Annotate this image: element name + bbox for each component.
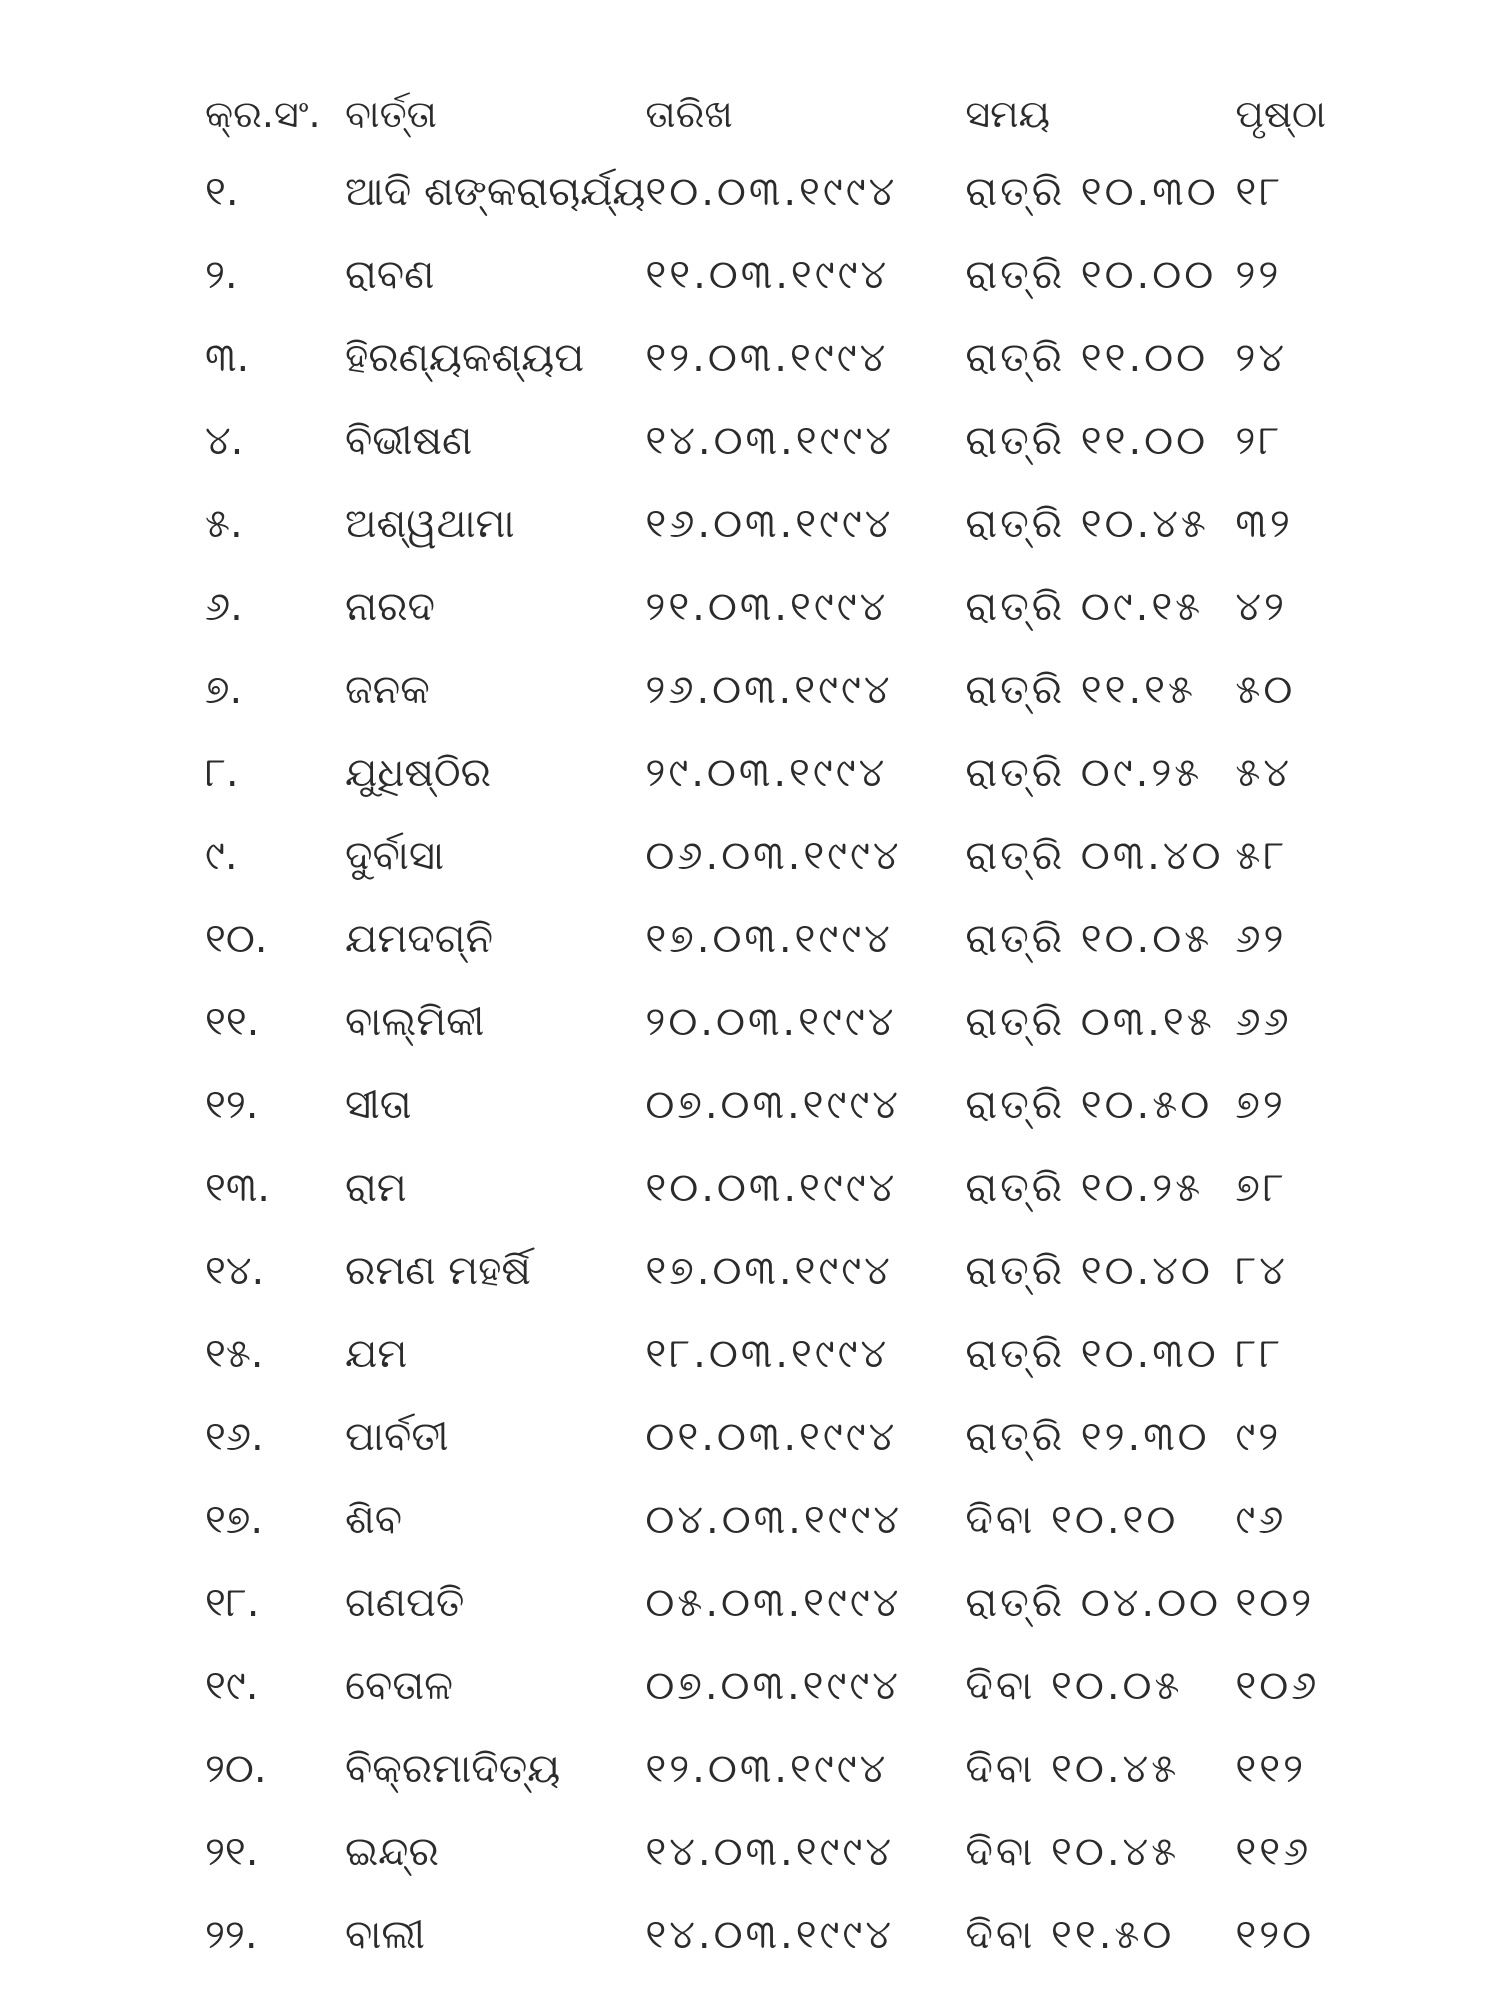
table-row xyxy=(205,980,1345,1063)
time-cell: ରାତ୍ରି ୧୦.୦୦ xyxy=(965,251,1217,298)
talk-title-cell: ବିକ୍ରମାଦିତ୍ୟ xyxy=(345,1745,561,1792)
time-cell: ରାତ୍ରି ୦୩.୪୦ xyxy=(965,832,1224,879)
serial-cell: ୧୯. xyxy=(205,1662,259,1709)
table-row xyxy=(205,482,1345,565)
page-number-cell: ୫୪ xyxy=(1235,749,1293,796)
serial-cell: ୭. xyxy=(205,666,243,713)
table-row xyxy=(205,565,1345,648)
time-cell: ରାତ୍ରି ୧୦.୪୫ xyxy=(965,500,1209,547)
talk-title-cell: ବିଭୀଷଣ xyxy=(345,417,473,464)
talk-title-cell: ଅଶ୍ୱଥାମା xyxy=(345,500,515,547)
table-row xyxy=(205,1727,1345,1810)
date-cell: ୧୬.୦୩.୧୯୯୪ xyxy=(645,500,894,547)
table-row xyxy=(205,1561,1345,1644)
header-page: ପୃଷ୍ଠା xyxy=(1235,92,1326,136)
table-row xyxy=(205,1312,1345,1395)
page-number-cell: ୯୬ xyxy=(1235,1496,1287,1543)
time-cell: ଦିବା ୧୦.୦୫ xyxy=(965,1662,1183,1709)
date-cell: ୦୬.୦୩.୧୯୯୪ xyxy=(645,832,902,879)
table-row xyxy=(205,1395,1345,1478)
time-cell: ରାତ୍ରି ୧୨.୩୦ xyxy=(965,1413,1210,1460)
talk-title-cell: ପାର୍ବତୀ xyxy=(345,1413,449,1460)
date-cell: ୦୫.୦୩.୧୯୯୪ xyxy=(645,1579,902,1626)
page-number-cell: ୧୨୦ xyxy=(1235,1911,1315,1958)
talk-title-cell: ବେତାଳ xyxy=(345,1662,453,1709)
page-number-cell: ୧୧୨ xyxy=(1235,1745,1307,1792)
date-cell: ୦୭.୦୩.୧୯୯୪ xyxy=(645,1081,901,1128)
table-row xyxy=(205,1229,1345,1312)
page-number-cell: ୨୪ xyxy=(1235,334,1287,381)
header-time: ସମୟ xyxy=(965,92,1050,136)
page-number-cell: ୧୧୬ xyxy=(1235,1828,1312,1875)
serial-cell: ୩. xyxy=(205,334,250,381)
date-cell: ୧୦.୦୩.୧୯୯୪ xyxy=(645,168,898,215)
page-number-cell: ୨୮ xyxy=(1235,417,1283,464)
time-cell: ରାତ୍ରି ୧୦.୦୫ xyxy=(965,915,1213,962)
table-row xyxy=(205,731,1345,814)
serial-cell: ୧୬. xyxy=(205,1413,264,1460)
table-row xyxy=(205,897,1345,980)
page-number-cell: ୧୦୨ xyxy=(1235,1579,1315,1626)
page-number-cell: ୮୮ xyxy=(1235,1330,1284,1377)
date-cell: ୧୧.୦୩.୧୯୯୪ xyxy=(645,251,890,298)
date-cell: ୧୮.୦୩.୧୯୯୪ xyxy=(645,1330,890,1377)
talk-title-cell: ନାରଦ xyxy=(345,583,435,630)
date-cell: ୧୪.୦୩.୧୯୯୪ xyxy=(645,417,894,464)
talk-title-cell: ରମଣ ମହର୍ଷି xyxy=(345,1247,531,1294)
table-row xyxy=(205,648,1345,731)
serial-cell: ୮. xyxy=(205,749,239,796)
page-number-cell: ୮୪ xyxy=(1235,1247,1288,1294)
date-cell: ୧୭.୦୩.୧୯୯୪ xyxy=(645,1247,893,1294)
time-cell: ରାତ୍ରି ୦୯.୧୫ xyxy=(965,583,1204,630)
page-number-cell: ୩୨ xyxy=(1235,500,1293,547)
page-number-cell: ୯୨ xyxy=(1235,1413,1282,1460)
time-cell: ରାତ୍ରି ୧୦.୩୦ xyxy=(965,1330,1219,1377)
serial-cell: ୨୨. xyxy=(205,1911,258,1958)
talk-title-cell: ଜନକ xyxy=(345,666,430,713)
page-number-cell: ୪୨ xyxy=(1235,583,1287,630)
page-number-cell: ୭୨ xyxy=(1235,1081,1286,1128)
serial-cell: ୧୨. xyxy=(205,1081,259,1128)
page-number-cell: ୭୮ xyxy=(1235,1164,1287,1211)
contents-table xyxy=(205,78,1345,1976)
time-cell: ଦିବା ୧୦.୪୫ xyxy=(965,1745,1180,1792)
table-row xyxy=(205,316,1345,399)
date-cell: ୦୪.୦୩.୧୯୯୪ xyxy=(645,1496,903,1543)
time-cell: ରାତ୍ରି ୦୯.୨୫ xyxy=(965,749,1203,796)
talk-title-cell: ଦୁର୍ବାସା xyxy=(345,832,445,879)
date-cell: ୦୧.୦୩.୧୯୯୪ xyxy=(645,1413,898,1460)
time-cell: ରାତ୍ରି ୧୦.୫୦ xyxy=(965,1081,1213,1128)
serial-cell: ୨୦. xyxy=(205,1745,267,1792)
serial-cell: ୧୦. xyxy=(205,915,268,962)
serial-cell: ୧୭. xyxy=(205,1496,264,1543)
serial-cell: ୧୮. xyxy=(205,1579,260,1626)
time-cell: ରାତ୍ରି ୧୧.୦୦ xyxy=(965,334,1209,381)
date-cell: ୦୭.୦୩.୧୯୯୪ xyxy=(645,1662,901,1709)
serial-cell: ୬. xyxy=(205,583,243,630)
page-number-cell: ୧୦୬ xyxy=(1235,1662,1320,1709)
table-row xyxy=(205,233,1345,316)
talk-title-cell: ବାଲୀ xyxy=(345,1911,425,1958)
serial-cell: ୧୩. xyxy=(205,1164,270,1211)
date-cell: ୧୭.୦୩.୧୯୯୪ xyxy=(645,915,893,962)
header-date: ତାରିଖ xyxy=(645,92,733,136)
date-cell: ୧୨.୦୩.୧୯୯୪ xyxy=(645,1745,889,1792)
time-cell: ଦିବା ୧୧.୫୦ xyxy=(965,1911,1175,1958)
serial-cell: ୧୫. xyxy=(205,1330,264,1377)
date-cell: ୧୪.୦୩.୧୯୯୪ xyxy=(645,1828,894,1875)
table-row xyxy=(205,1893,1345,1976)
talk-title-cell: ସୀତା xyxy=(345,1081,412,1128)
header-serial: କ୍ର.ସଂ. xyxy=(205,92,321,136)
serial-cell: ୨୧. xyxy=(205,1828,259,1875)
table-row xyxy=(205,1063,1345,1146)
time-cell: ଦିବା ୧୦.୪୫ xyxy=(965,1828,1180,1875)
table-row xyxy=(205,150,1345,233)
page-number-cell: ୫୮ xyxy=(1235,832,1288,879)
time-cell: ଦିବା ୧୦.୧୦ xyxy=(965,1496,1179,1543)
table-row xyxy=(205,1644,1345,1727)
serial-cell: ୧୪. xyxy=(205,1247,265,1294)
talk-title-cell: ହିରଣ୍ୟକଶ୍ୟପ xyxy=(345,334,585,381)
page-number-cell: ୫୦ xyxy=(1235,666,1296,713)
table-row xyxy=(205,1810,1345,1893)
serial-cell: ୨. xyxy=(205,251,238,298)
table-row xyxy=(205,399,1345,482)
serial-cell: ୪. xyxy=(205,417,244,464)
date-cell: ୧୨.୦୩.୧୯୯୪ xyxy=(645,334,889,381)
time-cell: ରାତ୍ରି ୧୦.୩୦ xyxy=(965,168,1219,215)
table-row xyxy=(205,814,1345,897)
page-number-cell: ୨୨ xyxy=(1235,251,1282,298)
serial-cell: ୯. xyxy=(205,832,238,879)
page-number-cell: ୬୬ xyxy=(1235,998,1292,1045)
header-row xyxy=(205,78,1345,150)
table-row xyxy=(205,1478,1345,1561)
talk-title-cell: ଯୁଧିଷ୍ଠିର xyxy=(345,749,491,796)
page-number-cell: ୧୮ xyxy=(1235,168,1284,215)
date-cell: ୧୪.୦୩.୧୯୯୪ xyxy=(645,1911,894,1958)
time-cell: ରାତ୍ରି ୧୧.୧୫ xyxy=(965,666,1196,713)
talk-title-cell: ଯମଦଗ୍ନି xyxy=(345,915,494,962)
time-cell: ରାତ୍ରି ୧୦.୪୦ xyxy=(965,1247,1213,1294)
talk-title-cell: ବାଲ୍ମିକୀ xyxy=(345,998,485,1045)
time-cell: ରାତ୍ରି ୧୦.୨୫ xyxy=(965,1164,1204,1211)
talk-title-cell: ଶିବ xyxy=(345,1496,403,1543)
talk-title-cell: ଗଣପତି xyxy=(345,1579,465,1626)
talk-title-cell: ରାମ xyxy=(345,1164,407,1211)
date-cell: ୨୧.୦୩.୧୯୯୪ xyxy=(645,583,889,630)
header-talk: ବାର୍ତ୍ତା xyxy=(345,92,437,136)
serial-cell: ୧. xyxy=(205,168,239,215)
time-cell: ରାତ୍ରି ୦୩.୧୫ xyxy=(965,998,1215,1045)
page-number-cell: ୬୨ xyxy=(1235,915,1287,962)
table-row xyxy=(205,1146,1345,1229)
contents-body xyxy=(205,150,1345,1976)
talk-title-cell: ଇନ୍ଦ୍ର xyxy=(345,1828,439,1875)
talk-title-cell: ରାବଣ xyxy=(345,251,435,298)
talk-title-cell: ଯମ xyxy=(345,1330,408,1377)
serial-cell: ୧୧. xyxy=(205,998,260,1045)
time-cell: ରାତ୍ରି ୦୪.୦୦ xyxy=(965,1579,1221,1626)
date-cell: ୨୦.୦୩.୧୯୯୪ xyxy=(645,998,897,1045)
time-cell: ରାତ୍ରି ୧୧.୦୦ xyxy=(965,417,1209,464)
date-cell: ୧୦.୦୩.୧୯୯୪ xyxy=(645,1164,898,1211)
serial-cell: ୫. xyxy=(205,500,243,547)
talk-title-cell: ଆଦି ଶଙ୍କରାଚାର୍ଯ୍ୟ xyxy=(345,168,646,215)
date-cell: ୨୯.୦୩.୧୯୯୪ xyxy=(645,749,888,796)
date-cell: ୨୬.୦୩.୧୯୯୪ xyxy=(645,666,893,713)
